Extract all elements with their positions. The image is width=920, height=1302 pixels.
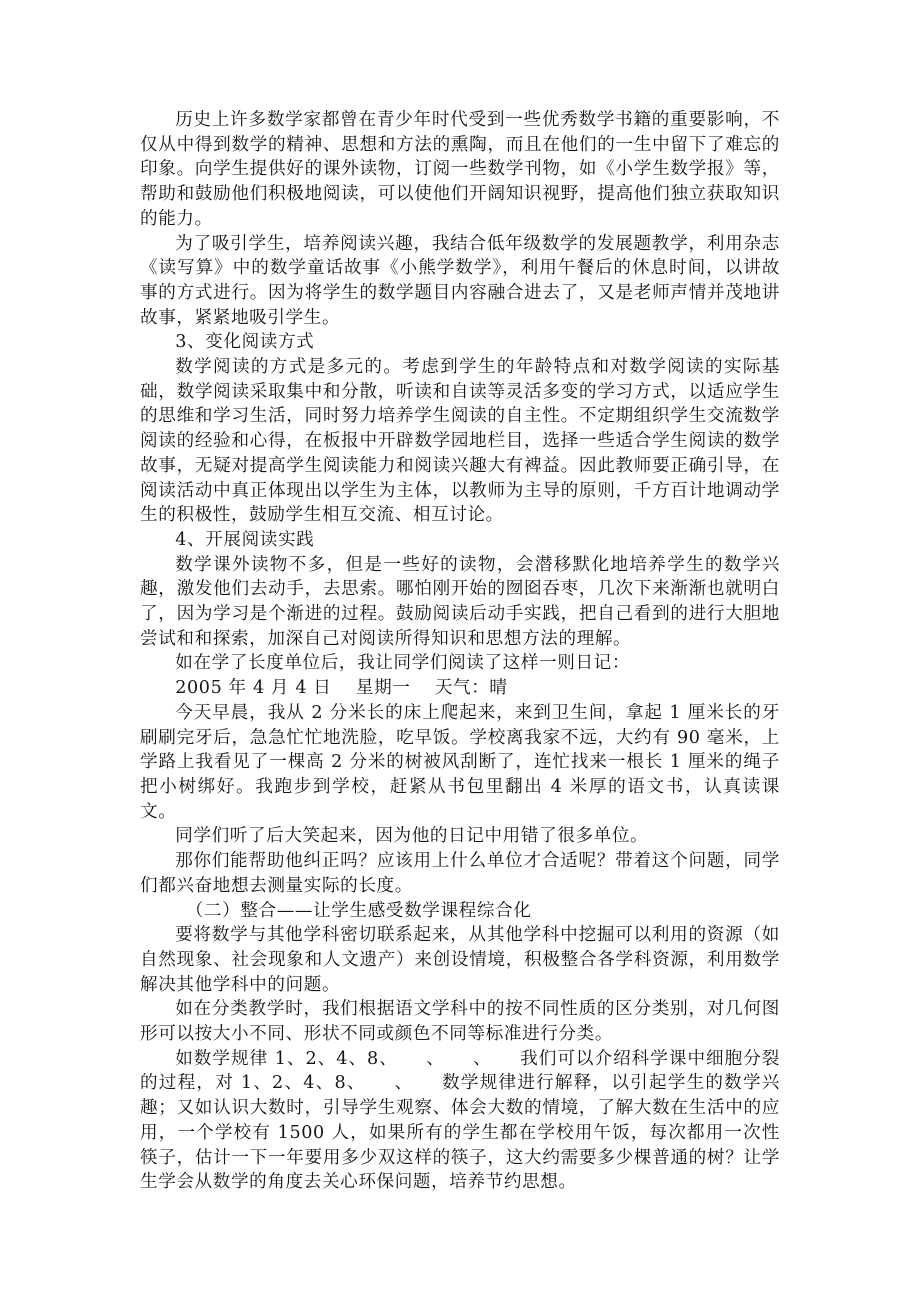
paragraph: 数学阅读的方式是多元的。考虑到学生的年龄特点和对数学阅读的实际基础，数学阅读采取集中和分散，听读和自读等灵活多变的学习方式，以适应学生的思维和学习生活，同时努力培养学生阅读的自主性。不定期组织学生交流数学阅读的经验和心得，在板报中开辟数学园地栏目，选择一些适合学生阅读的数学故事，无疑对提高学生阅读能力和阅读兴趣大有裨益。因此教师要正确引导，在阅读活动中真正体现出以学生为主体，以教师为主导的原则，千方百计地调动学生的积极性，鼓励学生相互交流、相互讨论。	[140, 357, 780, 526]
paragraph: 如在学了长度单位后，我让同学们阅读了这样一则日记：	[175, 653, 631, 674]
paragraph: 如在分类教学时，我们根据语文学科中的按不同性质的区分类别，对几何图形可以按大小不同、形状不同或颜色不同等标准进行分类。	[140, 999, 780, 1045]
paragraph: 那你们能帮助他纠正吗？应该用上什么单位才合适呢？带着这个问题，同学们都兴奋地想去测量实际的长度。	[140, 851, 780, 896]
paragraph: 要将数学与其他学科密切联系起来，从其他学科中挖掘可以利用的资源（如自然现象、社会现象和人文遗产）来创设情境，积极整合各学科资源，利用数学解决其他学科中的问题。	[140, 925, 780, 995]
subsection-heading: （二）整合——让学生感受数学课程综合化	[185, 900, 532, 921]
section-heading: 3、变化阅读方式	[175, 332, 315, 353]
paragraph: 同学们听了后大笑起来，因为他的日记中用错了很多单位。	[175, 826, 649, 847]
section-heading: 4、开展阅读实践	[175, 529, 315, 550]
paragraph: 为了吸引学生，培养阅读兴趣，我结合低年级数学的发展题教学，利用杂志《读写算》中的数学童话故事《小熊学数学》，利用午餐后的休息时间，以讲故事的方式进行。因为将学生的数学题目内容融合进去了，又是老师声情并茂地讲故事，紧紧地吸引学生。	[140, 233, 780, 328]
document-body	[140, 108, 780, 1195]
paragraph: 数学课外读物不多，但是一些好的读物，会潜移默化地培养学生的数学兴趣，激发他们去动手，去思索。哪怕刚开始的囫囵吞枣，几次下来渐渐也就明白了，因为学习是个渐进的过程。鼓励阅读后动手实践，把自己看到的进行大胆地尝试和和探索，加深自己对阅读所得知识和思想方法的理解。	[140, 554, 780, 649]
paragraph: 历史上许多数学家都曾在青少年时代受到一些优秀数学书籍的重要影响，不仅从中得到数学的精神、思想和方法的熏陶，而且在他们的一生中留下了难忘的印象。向学生提供好的课外读物，订阅一些数学刊物，如《小学生数学报》等，帮助和鼓励他们积极地阅读，可以使他们开阔知识视野，提高他们独立获取知识的能力。	[140, 110, 780, 229]
paragraph: 如数学规律 1、2、4、8、 、 、 我们可以介绍科学课中细胞分裂的过程，对 1、2、4、8、 、 数学规律进行解释，以引起学生的数学兴趣；又如认识大数时，引导学生观察、体会大数的情境，了解大数在生活中的应用，一个学校有 1500 人，如果所有的学生都在学校用午饭，每次都用一次性筷子，估计一下一年要用多少双这样的筷子，这大约需要多少棵普通的树？让学生学会从数学的角度去关心环保问题，培养节约思想。	[140, 1048, 780, 1193]
diary-entry: 今天早晨，我从 2 分米长的床上爬起来，来到卫生间，拿起 1 厘米长的牙刷刷完牙后，急急忙忙地洗脸，吃早饭。学校离我家不远，大约有 90 毫米，上学路上我看见了一棵高 2 分米的树被风刮断了，连忙找来一根长 1 厘米的绳子把小树绑好。我跑步到学校，赶紧从书包里翻出 4 米厚的语文书，认真读课文。	[140, 702, 780, 822]
diary-date-line: 2005 年 4 月 4 日 星期一 天气：晴	[175, 678, 508, 699]
